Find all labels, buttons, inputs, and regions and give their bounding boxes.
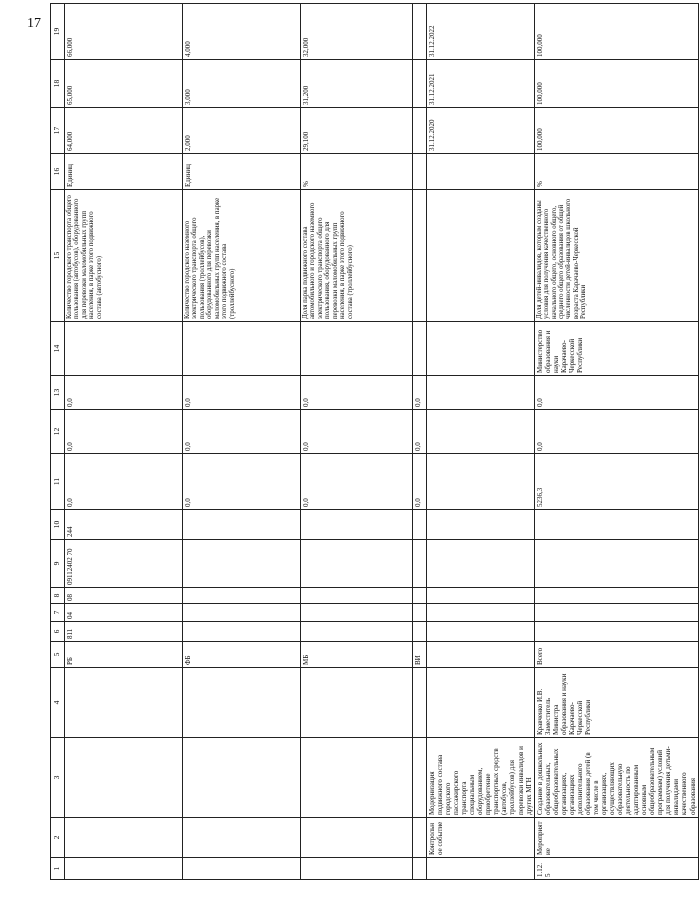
cell-col-18: 3,000 bbox=[183, 60, 301, 108]
cell-col-18: 31.12.2021 bbox=[427, 60, 535, 108]
cell-col-10 bbox=[301, 510, 413, 540]
cell-col-9 bbox=[183, 540, 301, 588]
cell-col-7 bbox=[427, 604, 535, 622]
cell-col-17: 2,000 bbox=[183, 108, 301, 154]
cell-col-19: 4,000 bbox=[183, 4, 301, 60]
cell-col-16: Единиц bbox=[65, 154, 183, 190]
cell-col-14 bbox=[427, 322, 535, 376]
cell-col-7 bbox=[301, 604, 413, 622]
header-cell: 18 bbox=[51, 60, 65, 108]
header-cell: 10 bbox=[51, 510, 65, 540]
cell-col-17: 29,100 bbox=[301, 108, 413, 154]
cell-col-8 bbox=[427, 588, 535, 604]
cell-col-3: Создание в дошкольных образовательных, общеобразовательных организациях, организациях дополнительного образования детей (в том числе в организациях, осуществляющих образовательную деятельность по адаптированным основным общеобразовательным программам) условий для получения детьми-инвалидами качественного образования bbox=[534, 738, 698, 818]
cell-col-10 bbox=[534, 510, 698, 540]
cell-col-3 bbox=[65, 738, 183, 818]
cell-col-11: 0,0 bbox=[413, 454, 427, 510]
page-number: 17 bbox=[27, 16, 41, 31]
cell-col-17: 64,000 bbox=[65, 108, 183, 154]
rotated-table-container bbox=[50, 25, 697, 880]
cell-col-15: Доля парка подвижного состава автомобильного и городского наземного электрического транспорта общего пользования, оборудованного для перевозки маломобильных групп населения, в парке этого подвижного состава (троллейбусного) bbox=[301, 190, 413, 322]
cell-col-18: 31,200 bbox=[301, 60, 413, 108]
cell-col-12: 0,0 bbox=[413, 410, 427, 454]
cell-col-2 bbox=[65, 818, 183, 858]
cell-col-5: ФБ bbox=[183, 642, 301, 668]
header-cell: 9 bbox=[51, 540, 65, 588]
cell-col-11 bbox=[427, 454, 535, 510]
cell-col-10 bbox=[427, 510, 535, 540]
cell-col-19 bbox=[413, 4, 427, 60]
header-cell: 13 bbox=[51, 376, 65, 410]
cell-col-5 bbox=[427, 642, 535, 668]
cell-col-16: % bbox=[534, 154, 698, 190]
cell-col-11: 5236,3 bbox=[534, 454, 698, 510]
cell-col-8 bbox=[183, 588, 301, 604]
cell-col-17: 100,000 bbox=[534, 108, 698, 154]
header-cell: 8 bbox=[51, 588, 65, 604]
header-cell: 11 bbox=[51, 454, 65, 510]
measure-row bbox=[534, 4, 698, 880]
cell-col-1 bbox=[65, 858, 183, 880]
header-cell: 2 bbox=[51, 818, 65, 858]
header-cell: 16 bbox=[51, 154, 65, 190]
cell-col-7: 04 bbox=[65, 604, 183, 622]
cell-col-7 bbox=[534, 604, 698, 622]
cell-col-2: Контрольное событие bbox=[427, 818, 535, 858]
cell-col-5: ВИ bbox=[413, 642, 427, 668]
cell-col-19: 66,000 bbox=[65, 4, 183, 60]
cell-col-12 bbox=[427, 410, 535, 454]
cell-col-12: 0,0 bbox=[183, 410, 301, 454]
cell-col-6 bbox=[427, 622, 535, 642]
header-cell: 5 bbox=[51, 642, 65, 668]
cell-col-3 bbox=[183, 738, 301, 818]
cell-col-16 bbox=[427, 154, 535, 190]
cell-col-9 bbox=[534, 540, 698, 588]
cell-col-13: 0,0 bbox=[301, 376, 413, 410]
header-cell: 4 bbox=[51, 668, 65, 738]
mb-funding-row bbox=[301, 4, 413, 880]
header-cell: 17 bbox=[51, 108, 65, 154]
cell-col-12: 0,0 bbox=[65, 410, 183, 454]
cell-col-14 bbox=[65, 322, 183, 376]
cell-col-16: % bbox=[301, 154, 413, 190]
program-table bbox=[50, 3, 699, 880]
cell-col-15: Количество городского транспорта общего пользования (автобусов), оборудованного для перевозки маломобильных групп населения, в парке этого подвижного состава (автобусного) bbox=[65, 190, 183, 322]
cell-col-12: 0,0 bbox=[534, 410, 698, 454]
cell-col-4 bbox=[427, 668, 535, 738]
cell-col-14 bbox=[183, 322, 301, 376]
header-cell: 6 bbox=[51, 622, 65, 642]
cell-col-9 bbox=[413, 540, 427, 588]
cell-col-13: 0,0 bbox=[65, 376, 183, 410]
cell-col-6 bbox=[301, 622, 413, 642]
cell-col-9 bbox=[301, 540, 413, 588]
cell-col-6 bbox=[183, 622, 301, 642]
cell-col-16: Единиц bbox=[183, 154, 301, 190]
cell-col-8: 08 bbox=[65, 588, 183, 604]
cell-col-5: Всего bbox=[534, 642, 698, 668]
cell-col-15 bbox=[413, 190, 427, 322]
cell-col-2 bbox=[183, 818, 301, 858]
cell-col-3 bbox=[413, 738, 427, 818]
cell-col-10: 244 bbox=[65, 510, 183, 540]
cell-col-7 bbox=[413, 604, 427, 622]
cell-col-13 bbox=[427, 376, 535, 410]
cell-col-17 bbox=[413, 108, 427, 154]
header-cell: 12 bbox=[51, 410, 65, 454]
cell-col-2 bbox=[413, 818, 427, 858]
cell-col-18 bbox=[413, 60, 427, 108]
cell-col-4 bbox=[413, 668, 427, 738]
cell-col-17: 31.12.2020 bbox=[427, 108, 535, 154]
cell-col-19: 100,000 bbox=[534, 4, 698, 60]
cell-col-6: 811 bbox=[65, 622, 183, 642]
cell-col-9 bbox=[427, 540, 535, 588]
cell-col-8 bbox=[301, 588, 413, 604]
cell-col-4: Кравченко И.В. Заместитель Министра образования и науки Карачаево-Черкесской Республики bbox=[534, 668, 698, 738]
cell-col-4 bbox=[183, 668, 301, 738]
header-cell: 14 bbox=[51, 322, 65, 376]
cell-col-9: 09112402 70 bbox=[65, 540, 183, 588]
cell-col-8 bbox=[413, 588, 427, 604]
cell-col-1 bbox=[413, 858, 427, 880]
cell-col-19: 31.12.2022 bbox=[427, 4, 535, 60]
cell-col-18: 65,000 bbox=[65, 60, 183, 108]
vi-funding-row bbox=[413, 4, 427, 880]
cell-col-11: 0,0 bbox=[301, 454, 413, 510]
cell-col-7 bbox=[183, 604, 301, 622]
cell-col-4 bbox=[301, 668, 413, 738]
cell-col-10 bbox=[183, 510, 301, 540]
cell-col-5: РБ bbox=[65, 642, 183, 668]
cell-col-2: Мероприятие bbox=[534, 818, 698, 858]
cell-col-13: 0,0 bbox=[183, 376, 301, 410]
cell-col-8 bbox=[534, 588, 698, 604]
header-cell: 1 bbox=[51, 858, 65, 880]
cell-col-15 bbox=[427, 190, 535, 322]
cell-col-3: Модернизация подвижного состава городского пассажирского транспорта специальным оборудованием, приобретение транспортных средств (автобусов, троллейбусов) для перевозки инвалидов и других МГН bbox=[427, 738, 535, 818]
cell-col-1 bbox=[183, 858, 301, 880]
cell-col-6 bbox=[534, 622, 698, 642]
cell-col-12: 0,0 bbox=[301, 410, 413, 454]
cell-col-1: 1.12.5 bbox=[534, 858, 698, 880]
cell-col-13: 0,0 bbox=[534, 376, 698, 410]
cell-col-2 bbox=[301, 818, 413, 858]
cell-col-5: МБ bbox=[301, 642, 413, 668]
control-event-row bbox=[427, 4, 535, 880]
cell-col-4 bbox=[65, 668, 183, 738]
cell-col-14: Министерство образования и науки Карачаево-Черкесской Республики bbox=[534, 322, 698, 376]
header-cell: 19 bbox=[51, 4, 65, 60]
header-cell: 7 bbox=[51, 604, 65, 622]
cell-col-11: 0,0 bbox=[183, 454, 301, 510]
header-cell: 15 bbox=[51, 190, 65, 322]
cell-col-14 bbox=[301, 322, 413, 376]
cell-col-13: 0,0 bbox=[413, 376, 427, 410]
cell-col-1 bbox=[301, 858, 413, 880]
cell-col-15: Количество городского наземного электрического транспорта общего пользования (троллейбусов), оборудованного для перевозки маломобильных групп населения, в парке этого подвижного состава (троллейбусного) bbox=[183, 190, 301, 322]
header-row bbox=[51, 4, 65, 880]
header-cell: 3 bbox=[51, 738, 65, 818]
cell-col-14 bbox=[413, 322, 427, 376]
fb-funding-row bbox=[183, 4, 301, 880]
rb-funding-row bbox=[65, 4, 183, 880]
cell-col-19: 32,000 bbox=[301, 4, 413, 60]
cell-col-6 bbox=[413, 622, 427, 642]
cell-col-15: Доля детей-инвалидов, которым созданы условия для получения качественного начального общего, основного общего, среднего общего образования от общей численности детей-инвалидов школьного возраста Карачаево-Черкесской Республики bbox=[534, 190, 698, 322]
cell-col-18: 100,000 bbox=[534, 60, 698, 108]
cell-col-1 bbox=[427, 858, 535, 880]
cell-col-16 bbox=[413, 154, 427, 190]
cell-col-10 bbox=[413, 510, 427, 540]
cell-col-3 bbox=[301, 738, 413, 818]
cell-col-11: 0,0 bbox=[65, 454, 183, 510]
